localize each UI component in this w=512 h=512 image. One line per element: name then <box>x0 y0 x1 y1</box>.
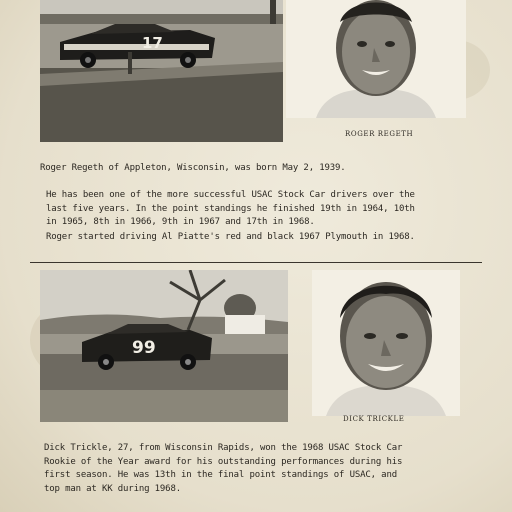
regeth-bio-career: He has been one of the more successful USAC Stock Car drivers over the last five years. In the point standings he finished 19th in 1964, 10th in 1965, 8th in 1966, 9th in 1967 and 17th in 1968. <box>46 190 415 227</box>
portrait-regeth <box>286 0 466 118</box>
caption-trickle: DICK TRICKLE <box>343 415 405 423</box>
trickle-bio: Dick Trickle, 27, from Wisconsin Rapids, won the 1968 USAC Stock Car Rookie of the Year award for his outstanding performances during his first season. He was 13th in the final point standings of USAC, and top man at KK during 1968. <box>44 443 403 494</box>
car-number-17: 17 <box>142 34 163 52</box>
car-number-99: 99 <box>132 338 156 358</box>
race-car-photo-regeth <box>40 0 283 142</box>
race-car-photo-trickle <box>40 270 288 422</box>
section-divider <box>30 262 482 263</box>
regeth-bio-car: Roger started driving Al Piatte's red and black 1967 Plymouth in 1968. <box>46 232 415 242</box>
caption-regeth: ROGER REGETH <box>345 130 414 138</box>
portrait-trickle <box>312 270 460 416</box>
regeth-bio-birth: Roger Regeth of Appleton, Wisconsin, was born May 2, 1939. <box>40 163 346 173</box>
